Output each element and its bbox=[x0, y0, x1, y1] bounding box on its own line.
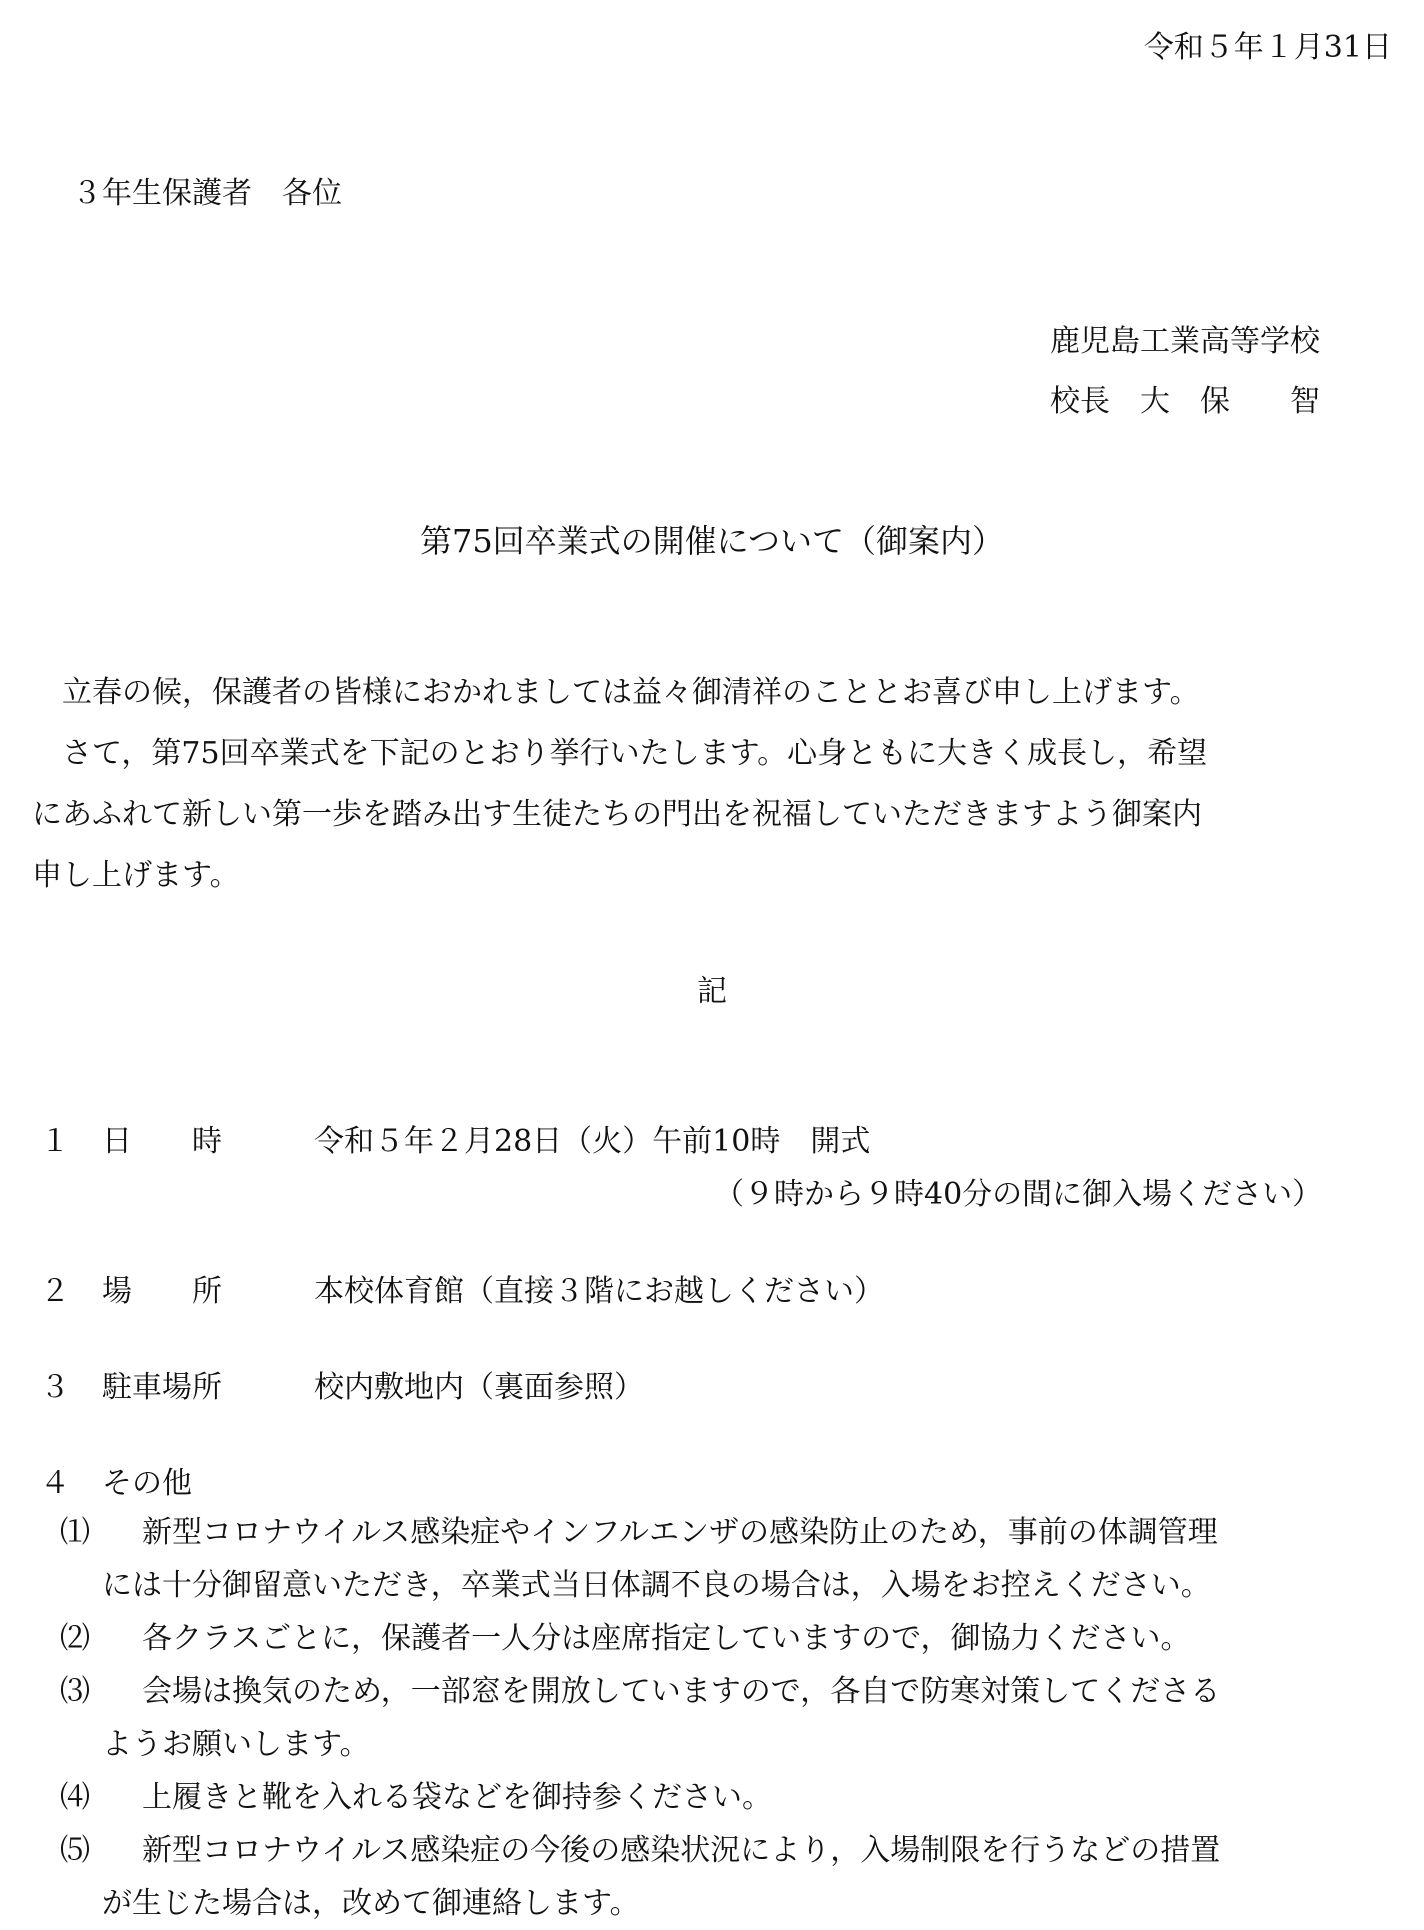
note-line-continued: が生じた場合は，改めて御連絡します。 bbox=[102, 1886, 640, 1921]
announcement-line-3: 申し上げます。 bbox=[32, 858, 240, 893]
sender-block bbox=[1050, 312, 1320, 432]
list-item bbox=[60, 1506, 1400, 1612]
note-line: 会場は換気のため，一部窓を開放していますので，各自で防寒対策してくださる bbox=[142, 1674, 1221, 1709]
item-label: 場 所 bbox=[102, 1274, 222, 1309]
announcement-line-2: にあふれて新しい第一歩を踏み出す生徒たちの門出を祝福していただきますよう御案内 bbox=[32, 797, 1202, 832]
issue-date: 令和５年１月31日 bbox=[1143, 30, 1392, 65]
item-number: ４ bbox=[40, 1466, 70, 1501]
note-line-continued: ようお願いします。 bbox=[102, 1727, 370, 1762]
principal-name: 校長 大 保 智 bbox=[1050, 384, 1320, 419]
note-line-continued: には十分御留意いただき，卒業式当日体調不良の場合は，入場をお控えください。 bbox=[102, 1568, 1211, 1603]
greeting-paragraph: 立春の候，保護者の皆様におかれましては益々御清祥のこととお喜び申し上げます。 bbox=[32, 675, 1200, 710]
item-content: 校内敷地内（裏面参照） bbox=[314, 1370, 644, 1405]
item-content: 令和５年２月28日（火）午前10時 開式 bbox=[314, 1124, 871, 1159]
item-label: 駐車場所 bbox=[102, 1370, 222, 1405]
other-notes-list bbox=[60, 1506, 1400, 1930]
item-number: ３ bbox=[40, 1370, 70, 1405]
ki-heading: 記 bbox=[697, 974, 727, 1009]
list-item bbox=[60, 1612, 1400, 1665]
list-marker: ⑴ bbox=[60, 1515, 90, 1550]
note-line: 各クラスごとに，保護者一人分は座席指定していますので，御協力ください。 bbox=[142, 1621, 1191, 1656]
list-marker: ⑷ bbox=[60, 1780, 90, 1815]
item-content-note: （９時から９時40分の間に御入場ください） bbox=[714, 1177, 1323, 1212]
list-item bbox=[60, 1771, 1400, 1824]
list-marker: ⑵ bbox=[60, 1621, 90, 1656]
note-line: 新型コロナウイルス感染症やインフルエンザの感染防止のため，事前の体調管理 bbox=[142, 1515, 1218, 1550]
list-marker: ⑶ bbox=[60, 1674, 90, 1709]
item-number: ２ bbox=[40, 1274, 70, 1309]
announcement-line-1: さて，第75回卒業式を下記のとおり挙行いたします。心身ともに大きく成長し，希望 bbox=[32, 736, 1208, 771]
list-item bbox=[60, 1665, 1400, 1771]
school-name: 鹿児島工業高等学校 bbox=[1050, 324, 1320, 359]
item-label: 日 時 bbox=[102, 1124, 222, 1159]
list-marker: ⑸ bbox=[60, 1833, 90, 1868]
addressee: ３年生保護者 各位 bbox=[72, 176, 342, 211]
item-label: その他 bbox=[102, 1466, 192, 1501]
document-title: 第75回卒業式の開催について（御案内） bbox=[419, 522, 1005, 560]
body-text bbox=[32, 662, 1402, 906]
note-line: 上履きと靴を入れる袋などを御持参ください。 bbox=[142, 1780, 772, 1815]
item-number: １ bbox=[40, 1124, 70, 1159]
list-item bbox=[60, 1824, 1400, 1930]
note-line: 新型コロナウイルス感染症の今後の感染状況により，入場制限を行うなどの措置 bbox=[142, 1833, 1221, 1868]
item-content: 本校体育館（直接３階にお越しください） bbox=[314, 1274, 884, 1309]
